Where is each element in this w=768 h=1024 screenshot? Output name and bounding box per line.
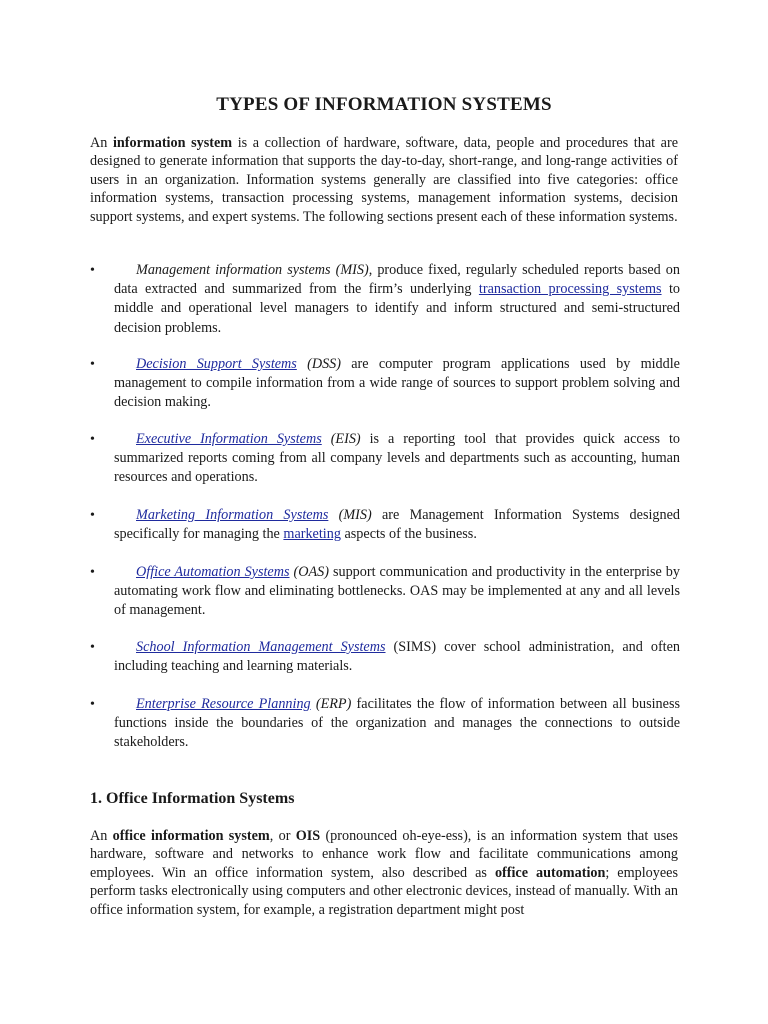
dss-text: are computer program applications used by middle management to compile information from a wide range of sources to support problem solving and decision making. xyxy=(114,356,680,411)
erp-text: facilitates the flow of information between all business functions inside the boundaries of the organization and manages the connections to outside stakeholders. xyxy=(114,696,680,751)
mis-text-end: to middle and operational level managers to identify and inform structured and semi-structured decision problems. xyxy=(114,281,680,336)
intro-paragraph xyxy=(90,134,678,226)
bullet-icon: • xyxy=(90,508,95,523)
list-item-marketing xyxy=(90,506,680,544)
bullet-icon: • xyxy=(90,565,95,580)
section-paragraph xyxy=(90,827,678,919)
section-term-abbr: OIS xyxy=(295,828,321,844)
link-decision-support-systems[interactable]: Decision Support Systems xyxy=(136,356,297,372)
list-item-oas xyxy=(90,563,680,621)
section-term-ois: office information system xyxy=(112,828,270,844)
dss-abbr: (DSS) xyxy=(296,356,341,372)
link-executive-information-systems[interactable]: Executive Information Systems xyxy=(136,431,322,447)
section-text-4: ; employees perform tasks electronically using computers and other electronic devices, instead of manually. With an office information system, for example, a registration department might post xyxy=(90,864,678,918)
marketing-text: are Management Information Systems designed specifically for managing the xyxy=(114,507,680,543)
list-item-sims xyxy=(90,638,680,676)
page-title: TYPES OF INFORMATION SYSTEMS xyxy=(216,94,552,115)
list-item-dss xyxy=(90,355,680,413)
bullet-icon: • xyxy=(90,263,95,278)
erp-abbr: (ERP) xyxy=(310,696,352,712)
oas-abbr: (OAS) xyxy=(289,564,329,580)
sims-text: (SIMS) cover school administration, and often including teaching and learning materials. xyxy=(114,639,681,675)
oas-text: support communication and productivity in the enterprise by automating work flow and eliminating bottlenecks. OAS may be implemented at any and all levels of management. xyxy=(114,564,680,619)
eis-text: is a reporting tool that provides quick access to summarized reports coming from all company levels and departments such as accounting, human resources and operations. xyxy=(114,431,680,486)
mis-term: Management information systems (MIS) xyxy=(136,262,369,278)
bullet-icon: • xyxy=(90,697,95,712)
bullet-icon: • xyxy=(90,432,95,447)
section-heading: 1. Office Information Systems xyxy=(90,790,295,807)
section-text-1: An xyxy=(90,828,113,844)
intro-body: is a collection of hardware, software, data, people and procedures that are designed to generate information that supports the day-to-day, short-range, and long-range activities of users in an organization. Information systems generally are classified into five categories: office information systems, transaction processing systems, management information systems, decision support systems, and expert systems. The following sections present each of these information systems. xyxy=(90,135,678,225)
intro-term: information system xyxy=(112,135,233,151)
link-marketing-information-systems[interactable]: Marketing Information Systems xyxy=(136,507,329,523)
marketing-abbr: (MIS) xyxy=(328,507,372,523)
section-text-3: (pronounced oh-eye-ess), is an information system that uses hardware, software and networks to enhance work flow and facilitate communications among employees. Win an office information system, also described as xyxy=(90,828,678,881)
link-transaction-processing-systems[interactable]: transaction processing systems xyxy=(478,281,662,298)
list-item-mis xyxy=(90,261,680,338)
bullet-icon: • xyxy=(90,357,95,372)
eis-abbr: (EIS) xyxy=(321,431,361,447)
list-item-eis xyxy=(90,430,680,488)
link-enterprise-resource-planning[interactable]: Enterprise Resource Planning xyxy=(136,696,311,712)
link-office-automation-systems[interactable]: Office Automation Systems xyxy=(136,564,290,580)
section-text-2: , or xyxy=(269,828,296,844)
link-marketing[interactable]: marketing xyxy=(283,526,341,543)
bullet-icon: • xyxy=(90,640,95,655)
section-term-office-automation: office automation xyxy=(494,864,606,881)
marketing-text-end: aspects of the business. xyxy=(340,526,477,543)
link-school-information-management-systems[interactable]: School Information Management Systems xyxy=(136,639,386,655)
intro-lead: An xyxy=(90,135,113,151)
list-item-erp xyxy=(90,695,680,753)
mis-text: , produce fixed, regularly scheduled reports based on data extracted and summarized from the firm’s underlying xyxy=(114,262,680,298)
